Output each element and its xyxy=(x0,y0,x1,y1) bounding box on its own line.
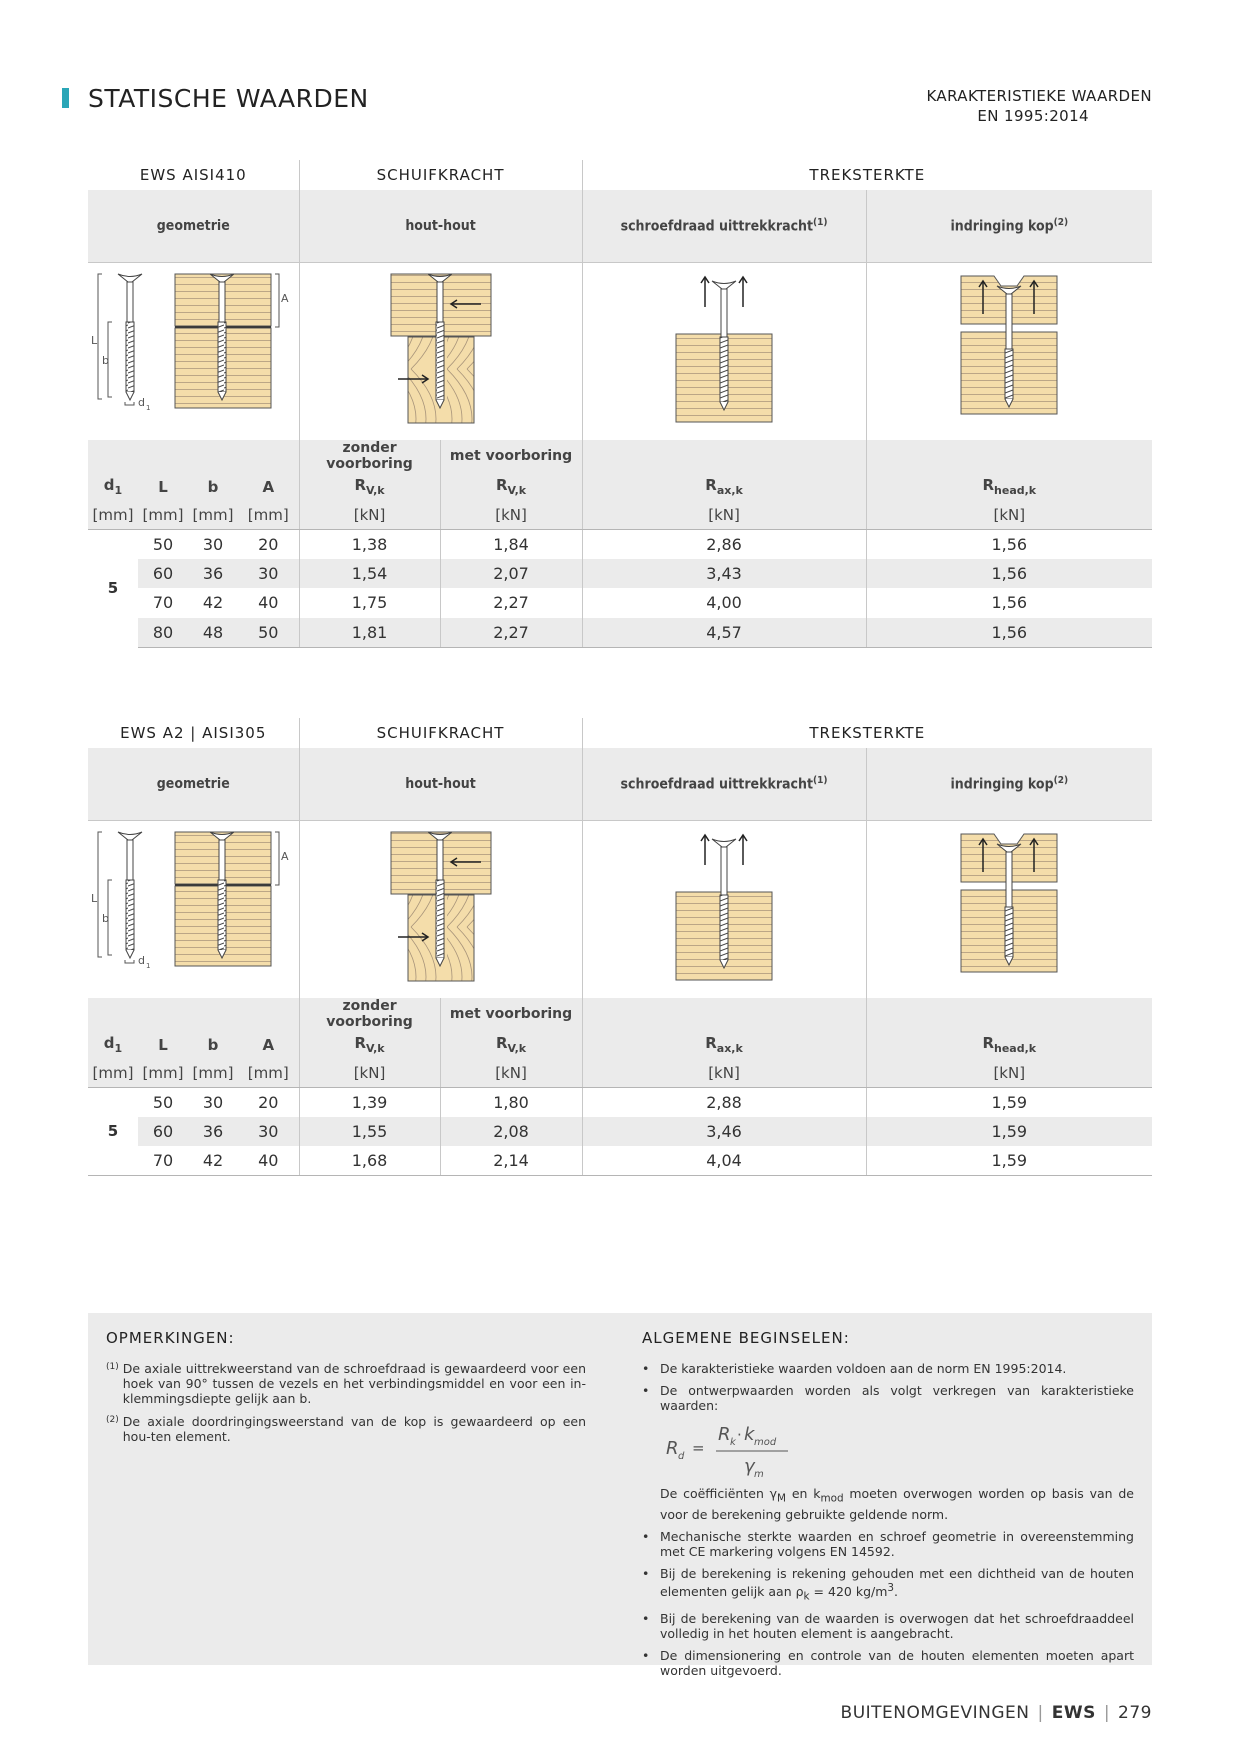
remark-item: (1) De axiale uittrekweerstand van de schroefdraad is gewaardeerd voor een hoek van 90° tussen de vezels en het verbindingsmiddel en voor een in-klemmingsdiepte gelijk aan b. xyxy=(106,1361,586,1406)
cell-rvk-without: 1,38 xyxy=(299,529,440,559)
cell-b: 42 xyxy=(188,1146,238,1176)
cell-b: 48 xyxy=(188,618,238,648)
col-head-rvk-with: $R_{V,k}$ xyxy=(440,1030,582,1059)
principle-item: • De dimensionering en controle van de houten elementen moeten apart worden uitgevoerd. xyxy=(642,1648,1134,1679)
cell-b: 42 xyxy=(202,593,224,613)
svg-text:R: R xyxy=(666,1438,679,1459)
principle-item: • Bij de berekening is rekening gehouden met een dichtheid van de houten elementen gelijk aan $\rho_k = 420$ $kg/m^3$. xyxy=(642,1565,1134,1603)
table-row xyxy=(88,618,1152,648)
svg-text:d: d xyxy=(678,1451,685,1462)
cell-rheadk: 1,59 xyxy=(866,1087,1152,1117)
cell-b: 36 xyxy=(188,559,238,589)
table-row xyxy=(88,529,1152,559)
svg-text:k: k xyxy=(730,1437,736,1448)
principle-item: • Mechanische sterkte waarden en schroef geometrie in overeenstemming met CE markering volgens EN 14592. xyxy=(642,1528,1134,1559)
cell-raxk: 2,88 xyxy=(582,1087,866,1117)
subhead-head-pull: indringing kop$^{(2)}$ xyxy=(866,190,1152,262)
subhead-geometry: geometrie xyxy=(88,748,299,820)
subhead-thread-pullout: schroefdraad uittrekkracht$^{(1)}$ xyxy=(582,748,866,820)
table-row xyxy=(88,559,1152,589)
section-shear: SCHUIFKRACHT xyxy=(299,718,582,748)
svg-text:L: L xyxy=(91,334,98,348)
unit-b: [mm] xyxy=(188,501,238,529)
norm-line-1: KARAKTERISTIEKE WAARDEN xyxy=(926,87,1152,105)
principle-item: • De karakteristieke waarden voldoen aan de norm EN 1995:2014. xyxy=(642,1361,1067,1376)
cell-raxk: 3,43 xyxy=(582,559,866,589)
svg-text:d: d xyxy=(138,954,145,968)
cell-raxk: 4,00 xyxy=(582,588,866,618)
cell-L: 50 xyxy=(152,534,174,554)
shear-diagram xyxy=(381,827,501,987)
shear-diagram xyxy=(381,269,501,429)
footer-section: BUITENOMGEVINGEN xyxy=(840,1703,1030,1723)
cell-rvk-without: 1,81 xyxy=(299,618,440,648)
col-head-rheadk: $R_{head,k}$ xyxy=(866,472,1152,501)
svg-text:mod: mod xyxy=(754,1437,777,1448)
cell-rvk-with: 1,80 xyxy=(440,1087,582,1117)
svg-text:k: k xyxy=(744,1424,755,1445)
subhead-with-predrill: met voorboring xyxy=(440,998,582,1030)
product-name: EWS AISI410 xyxy=(139,166,247,184)
table-row xyxy=(88,588,1152,618)
unit-A: [mm] xyxy=(238,501,299,529)
cell-rvk-with: 2,08 xyxy=(440,1117,582,1147)
unit-L: [mm] xyxy=(138,1059,188,1087)
col-head-d1: $d_1$ xyxy=(88,1030,138,1059)
principle-item: • Bij de berekening van de waarden is overwogen dat het schroefdraaddeel volledig in het houten element is aangebracht. xyxy=(642,1611,1134,1642)
cell-raxk: 2,86 xyxy=(582,529,866,559)
svg-text:A: A xyxy=(281,850,289,864)
unit-L: [mm] xyxy=(138,501,188,529)
unit-rheadk: [kN] xyxy=(866,501,1152,529)
cell-rvk-with: 2,07 xyxy=(440,559,582,589)
coefficient-note: De coëfficiënten $\gamma_M$ en $k_{mod}$ moeten overwogen worden op basis van de voor de berekening gebruikte geldende norm. xyxy=(660,1486,1134,1522)
svg-text:1: 1 xyxy=(146,962,151,971)
svg-text:R: R xyxy=(718,1424,731,1445)
geometry-figure xyxy=(88,262,299,440)
cell-A: 30 xyxy=(238,559,299,589)
unit-A: [mm] xyxy=(238,1059,299,1087)
cell-rheadk: 1,59 xyxy=(866,1117,1152,1147)
page-footer: BUITENOMGEVINGEN | EWS | 279 xyxy=(840,1703,1152,1723)
cell-rvk-without: 1,68 xyxy=(299,1146,440,1176)
norm-reference xyxy=(926,86,1152,126)
svg-text:1: 1 xyxy=(146,404,151,413)
cell-rvk-with: 1,84 xyxy=(440,529,582,559)
shear-figure xyxy=(299,262,582,440)
cell-A: 20 xyxy=(258,534,279,554)
section-tension: TREKSTERKTE xyxy=(582,160,1152,190)
principle-item: • De ontwerpwaarden worden als volgt verkregen van karakteristieke waarden: xyxy=(642,1383,1134,1413)
page-title: STATISCHE WAARDEN xyxy=(88,84,369,113)
unit-d1: [mm] xyxy=(88,1059,138,1087)
subhead-wood-wood: hout-hout xyxy=(299,190,582,262)
unit-rheadk: [kN] xyxy=(866,1059,1152,1087)
cell-rvk-without: 1,54 xyxy=(299,559,440,589)
head-pull-diagram xyxy=(949,269,1069,429)
col-head-rvk-without: $R_{V,k}$ xyxy=(299,1030,440,1059)
unit-rvk-with: [kN] xyxy=(440,501,582,529)
cell-b: 30 xyxy=(202,1092,224,1112)
col-head-L: L xyxy=(138,1030,188,1059)
cell-rvk-with: 2,14 xyxy=(440,1146,582,1176)
cell-b: 36 xyxy=(188,1117,238,1147)
table-ews-aisi410 xyxy=(88,160,1152,648)
cell-A: 40 xyxy=(238,1146,299,1176)
section-tension: TREKSTERKTE xyxy=(582,718,1152,748)
cell-A: 30 xyxy=(238,1117,299,1147)
pullout-figure xyxy=(582,820,866,998)
d1-value: 5 xyxy=(88,1087,138,1176)
pullout-diagram xyxy=(664,269,784,429)
table-row xyxy=(88,1117,1152,1147)
geometry-figure xyxy=(88,820,299,998)
table-ews-a2-aisi305 xyxy=(88,718,1152,1176)
unit-b: [mm] xyxy=(188,1059,238,1087)
unit-raxk: [kN] xyxy=(582,1059,866,1087)
cell-L: 60 xyxy=(138,559,188,589)
svg-text:·: · xyxy=(737,1426,742,1444)
footer-product: EWS xyxy=(1051,1703,1096,1723)
cell-L: 70 xyxy=(138,1146,188,1176)
unit-rvk-without: [kN] xyxy=(299,501,440,529)
d1-value: 5 xyxy=(88,529,138,647)
table-row xyxy=(88,1146,1152,1176)
col-head-rheadk: $R_{head,k}$ xyxy=(866,1030,1152,1059)
cell-rvk-without: 1,55 xyxy=(299,1117,440,1147)
svg-text:L: L xyxy=(91,892,98,906)
svg-text:m: m xyxy=(754,1469,764,1480)
col-head-A: A xyxy=(238,1030,299,1059)
pullout-figure xyxy=(582,262,866,440)
cell-raxk: 3,46 xyxy=(582,1117,866,1147)
remarks-title: OPMERKINGEN: xyxy=(106,1329,235,1347)
subhead-without-predrill: zonder voorboring xyxy=(299,440,440,472)
section-shear: SCHUIFKRACHT xyxy=(299,160,582,190)
cell-A: 50 xyxy=(238,618,299,648)
notes-panel xyxy=(88,1313,1152,1679)
svg-text:b: b xyxy=(102,912,109,926)
screw-geometry-diagram xyxy=(88,264,299,434)
cell-raxk: 4,04 xyxy=(582,1146,866,1176)
formula-graphic xyxy=(666,1420,826,1480)
remark-item: (2) De axiale doordringingsweerstand van de kop is gewaardeerd op een hou-ten element. xyxy=(106,1414,586,1444)
cell-rheadk: 1,56 xyxy=(866,618,1152,648)
cell-rheadk: 1,56 xyxy=(866,529,1152,559)
subhead-with-predrill: met voorboring xyxy=(440,440,582,472)
col-head-raxk: $R_{ax,k}$ xyxy=(582,472,866,501)
cell-L: 70 xyxy=(152,593,174,613)
cell-L: 80 xyxy=(138,618,188,648)
head-pull-diagram xyxy=(949,827,1069,987)
table-row xyxy=(88,1087,1152,1117)
product-name: EWS A2 | AISI305 xyxy=(120,724,267,742)
svg-text:b: b xyxy=(102,354,109,368)
svg-text:=: = xyxy=(692,1439,705,1457)
unit-d1: [mm] xyxy=(88,501,138,529)
subhead-without-predrill: zonder voorboring xyxy=(299,998,440,1030)
svg-text:γ: γ xyxy=(744,1456,755,1477)
col-head-d1: $d_1$ xyxy=(88,472,138,501)
col-head-A: A xyxy=(238,472,299,501)
col-head-L: L xyxy=(138,472,188,501)
cell-rvk-without: 1,75 xyxy=(299,588,440,618)
col-head-raxk: $R_{ax,k}$ xyxy=(582,1030,866,1059)
cell-L: 60 xyxy=(138,1117,188,1147)
svg-text:A: A xyxy=(281,292,289,306)
cell-rvk-with: 2,27 xyxy=(440,618,582,648)
svg-text:d: d xyxy=(138,396,145,410)
col-head-b: b xyxy=(188,1030,238,1059)
col-head-rvk-without: $R_{V,k}$ xyxy=(299,472,440,501)
cell-rheadk: 1,56 xyxy=(866,588,1152,618)
subhead-head-pull: indringing kop$^{(2)}$ xyxy=(866,748,1152,820)
principles-section xyxy=(642,1329,1134,1685)
static-values-table xyxy=(88,160,1152,648)
design-value-formula xyxy=(666,1420,1134,1480)
cell-rheadk: 1,59 xyxy=(866,1146,1152,1176)
remarks-section xyxy=(106,1329,586,1452)
norm-line-2: EN 1995:2014 xyxy=(977,107,1089,125)
subhead-wood-wood: hout-hout xyxy=(299,748,582,820)
page-number: 279 xyxy=(1118,1703,1152,1723)
cell-L: 50 xyxy=(152,1092,174,1112)
accent-bar xyxy=(62,88,69,108)
cell-rvk-without: 1,39 xyxy=(299,1087,440,1117)
screw-geometry-diagram xyxy=(88,822,299,992)
static-values-table xyxy=(88,718,1152,1176)
cell-raxk: 4,57 xyxy=(582,618,866,648)
cell-rvk-with: 2,27 xyxy=(440,588,582,618)
head-pull-figure xyxy=(866,820,1152,998)
pullout-diagram xyxy=(664,827,784,987)
cell-A: 40 xyxy=(258,593,279,613)
subhead-geometry: geometrie xyxy=(88,190,299,262)
cell-b: 30 xyxy=(202,534,224,554)
subhead-thread-pullout: schroefdraad uittrekkracht$^{(1)}$ xyxy=(582,190,866,262)
col-head-rvk-with: $R_{V,k}$ xyxy=(440,472,582,501)
cell-A: 20 xyxy=(258,1092,279,1112)
unit-rvk-with: [kN] xyxy=(440,1059,582,1087)
col-head-b: b xyxy=(188,472,238,501)
head-pull-figure xyxy=(866,262,1152,440)
principles-title: ALGEMENE BEGINSELEN: xyxy=(642,1329,850,1347)
shear-figure xyxy=(299,820,582,998)
unit-rvk-without: [kN] xyxy=(299,1059,440,1087)
cell-rheadk: 1,56 xyxy=(866,559,1152,589)
unit-raxk: [kN] xyxy=(582,501,866,529)
